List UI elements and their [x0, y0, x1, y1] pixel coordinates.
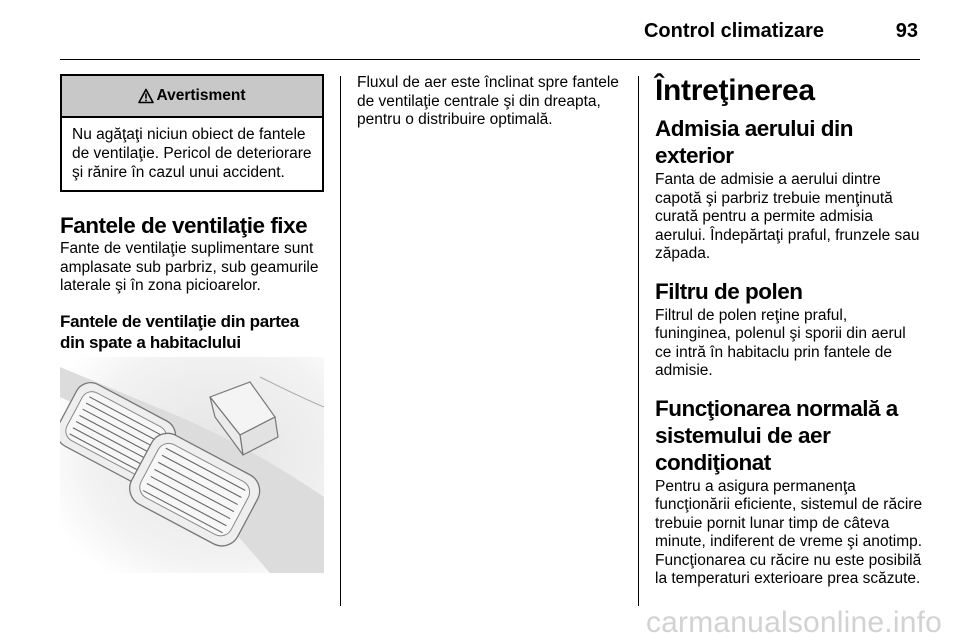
watermark: carmanualsonline.info [645, 606, 942, 639]
warning-title: Avertisment [156, 87, 246, 104]
warning-triangle-icon [138, 88, 154, 104]
rear-vents-text: Fluxul de aer este înclinat spre fantele de ventilaţie centrale şi din dreapta, pentru o distribuire optimală. [357, 74, 619, 128]
page-header [60, 0, 920, 60]
column-left [60, 74, 324, 353]
ac-operation-heading: Funcţionarea normală a sistemului de aer condiţionat [655, 395, 898, 475]
warning-box [60, 74, 324, 192]
warning-header [62, 76, 322, 118]
column-divider-left [340, 76, 341, 606]
pollen-filter-text: Filtrul de polen reţine praful, funinginea, polenul şi sporii din aerul ce intră în habitaclu prin fantele de admisie. [655, 306, 906, 379]
column-middle [357, 74, 623, 130]
warning-text: Nu agăţaţi niciun obiect de fantele de ventilaţie. Pericol de deteriorare şi rănire în cazul unui accident. [72, 126, 312, 181]
intake-heading: Admisia aerului din exterior [655, 116, 854, 168]
page-number: 93 [895, 20, 918, 42]
intake-text: Fanta de admisie a aerului dintre capotă şi parbriz trebuie menţinută curată pentru a permite admisia aerului. Îndepărtaţi praful, frunzele sau zăpada. [655, 171, 920, 262]
chapter-title: Control climatizare [643, 20, 824, 42]
pollen-filter-heading: Filtru de polen [655, 278, 803, 304]
column-divider-right [638, 76, 639, 606]
rear-vents-illustration [60, 357, 324, 573]
maintenance-heading: Întreţinerea [655, 74, 815, 107]
fixed-vents-text: Fante de ventilaţie suplimentare sunt amplasate sub parbriz, sub geamurile laterale şi în zona picioarelor. [60, 240, 319, 294]
column-right [655, 74, 925, 589]
rear-vents-heading: Fantele de ventilaţie din partea din spate a habitaclului [60, 311, 299, 352]
ac-operation-text: Pentru a asigura permanenţa funcţionării eficiente, sistemul de răcire trebuie pornit lunar timp de câteva minute, indiferent de vreme şi anotimp. Funcţionarea cu răcire nu este posibilă la temperaturi exterioare prea scăzute. [655, 477, 923, 587]
fixed-vents-heading: Fantele de ventilaţie fixe [60, 213, 308, 238]
